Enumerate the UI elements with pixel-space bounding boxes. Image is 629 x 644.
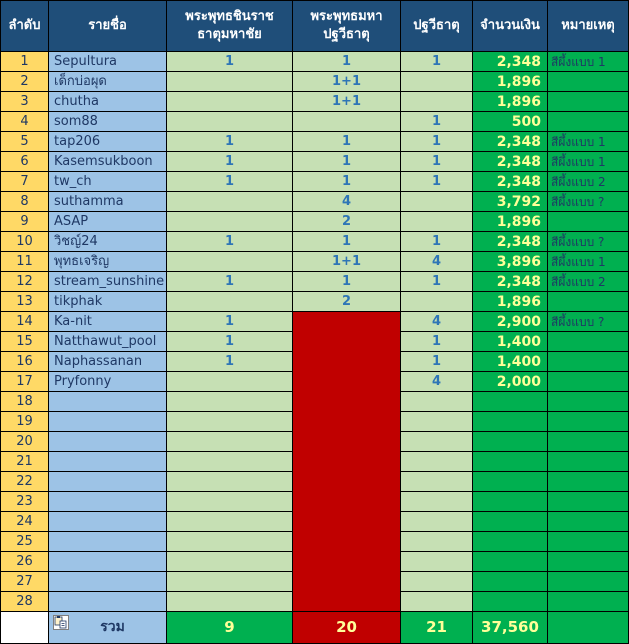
row-number[interactable]: 15 <box>0 332 49 352</box>
row-amount[interactable]: 3,792 <box>473 192 548 212</box>
row-amount[interactable]: 2,348 <box>473 272 548 292</box>
row-col1[interactable]: 1 <box>167 172 293 192</box>
row-col1[interactable] <box>167 452 293 472</box>
row-name[interactable]: เด็กบ่อผุด <box>49 72 167 92</box>
row-number[interactable]: 6 <box>0 152 49 172</box>
row-name[interactable]: Naphassanan <box>49 352 167 372</box>
row-name[interactable] <box>49 572 167 592</box>
row-col2[interactable]: 1 <box>293 172 401 192</box>
row-name[interactable] <box>49 412 167 432</box>
row-name[interactable]: tap206 <box>49 132 167 152</box>
row-number[interactable]: 21 <box>0 452 49 472</box>
row-note[interactable] <box>548 452 629 472</box>
row-amount[interactable]: 2,000 <box>473 372 548 392</box>
row-amount[interactable] <box>473 432 548 452</box>
row-number[interactable]: 28 <box>0 592 49 612</box>
row-number[interactable]: 22 <box>0 472 49 492</box>
row-col3[interactable]: 1 <box>401 152 473 172</box>
header-note[interactable]: หมายเหตุ <box>548 0 629 52</box>
row-note[interactable] <box>548 212 629 232</box>
row-col1[interactable] <box>167 192 293 212</box>
row-name[interactable]: chutha <box>49 92 167 112</box>
row-note[interactable] <box>548 332 629 352</box>
row-col3[interactable] <box>401 472 473 492</box>
row-number[interactable]: 10 <box>0 232 49 252</box>
header-col2[interactable]: พระพุทธมหา ปฐวีธาตุ <box>293 0 401 52</box>
row-number[interactable]: 18 <box>0 392 49 412</box>
row-note[interactable] <box>548 352 629 372</box>
row-amount[interactable] <box>473 452 548 472</box>
row-amount[interactable]: 1,896 <box>473 92 548 112</box>
row-col3[interactable]: 1 <box>401 52 473 72</box>
row-note[interactable]: สีผึ้งแบบ ? <box>548 232 629 252</box>
total-col2[interactable]: 20 <box>293 612 401 644</box>
row-col3[interactable] <box>401 92 473 112</box>
row-name[interactable]: Kasemsukboon <box>49 152 167 172</box>
row-note[interactable] <box>548 572 629 592</box>
row-col3[interactable] <box>401 572 473 592</box>
row-number[interactable]: 12 <box>0 272 49 292</box>
row-name[interactable]: som88 <box>49 112 167 132</box>
row-name[interactable]: Natthawut_pool <box>49 332 167 352</box>
row-amount[interactable] <box>473 392 548 412</box>
row-col3[interactable] <box>401 392 473 412</box>
row-number[interactable]: 17 <box>0 372 49 392</box>
row-note[interactable] <box>548 372 629 392</box>
row-col2[interactable]: 4 <box>293 192 401 212</box>
row-amount[interactable]: 2,348 <box>473 152 548 172</box>
row-amount[interactable]: 2,348 <box>473 52 548 72</box>
row-col3[interactable] <box>401 592 473 612</box>
row-note[interactable] <box>548 552 629 572</box>
row-amount[interactable]: 1,896 <box>473 292 548 312</box>
row-amount[interactable]: 2,348 <box>473 132 548 152</box>
row-amount[interactable] <box>473 512 548 532</box>
row-col2[interactable]: 1 <box>293 232 401 252</box>
row-number[interactable]: 19 <box>0 412 49 432</box>
row-col2[interactable]: 1 <box>293 132 401 152</box>
row-col1[interactable] <box>167 412 293 432</box>
row-note[interactable]: สีผึ้งแบบ ? <box>548 312 629 332</box>
row-note[interactable] <box>548 292 629 312</box>
row-col2[interactable]: 1+1 <box>293 72 401 92</box>
row-col3[interactable]: 4 <box>401 252 473 272</box>
row-col1[interactable] <box>167 372 293 392</box>
row-col1[interactable]: 1 <box>167 152 293 172</box>
row-name[interactable] <box>49 432 167 452</box>
row-number[interactable]: 5 <box>0 132 49 152</box>
row-number[interactable]: 16 <box>0 352 49 372</box>
row-col3[interactable] <box>401 552 473 572</box>
row-number[interactable]: 3 <box>0 92 49 112</box>
row-number[interactable]: 2 <box>0 72 49 92</box>
header-amount[interactable]: จำนวนเงิน <box>473 0 548 52</box>
row-number[interactable]: 1 <box>0 52 49 72</box>
row-number[interactable]: 11 <box>0 252 49 272</box>
row-col1[interactable] <box>167 532 293 552</box>
row-number[interactable]: 20 <box>0 432 49 452</box>
row-note[interactable] <box>548 512 629 532</box>
row-name[interactable] <box>49 592 167 612</box>
row-name[interactable]: Ka-nit <box>49 312 167 332</box>
row-col1[interactable] <box>167 292 293 312</box>
row-col1[interactable] <box>167 252 293 272</box>
row-amount[interactable]: 2,348 <box>473 172 548 192</box>
row-name[interactable]: ASAP <box>49 212 167 232</box>
row-col3[interactable]: 4 <box>401 372 473 392</box>
row-amount[interactable]: 2,348 <box>473 232 548 252</box>
row-note[interactable]: สีผึ้งแบบ 1 <box>548 52 629 72</box>
merged-red-block[interactable] <box>293 312 401 612</box>
row-name[interactable]: Sepultura <box>49 52 167 72</box>
header-no[interactable]: ลำดับ <box>0 0 49 52</box>
row-col1[interactable]: 1 <box>167 52 293 72</box>
row-col1[interactable] <box>167 592 293 612</box>
row-col1[interactable]: 1 <box>167 132 293 152</box>
row-note[interactable] <box>548 72 629 92</box>
row-note[interactable]: สีผึ้งแบบ ? <box>548 192 629 212</box>
row-col1[interactable] <box>167 432 293 452</box>
row-number[interactable]: 4 <box>0 112 49 132</box>
row-col3[interactable] <box>401 212 473 232</box>
row-amount[interactable]: 1,400 <box>473 332 548 352</box>
total-blank-cell[interactable] <box>0 612 49 644</box>
row-col3[interactable] <box>401 412 473 432</box>
row-number[interactable]: 7 <box>0 172 49 192</box>
row-note[interactable] <box>548 112 629 132</box>
row-note[interactable]: สีผึ้งแบบ 1 <box>548 152 629 172</box>
row-col1[interactable]: 1 <box>167 272 293 292</box>
row-col3[interactable]: 1 <box>401 352 473 372</box>
row-col1[interactable] <box>167 572 293 592</box>
row-col3[interactable]: 1 <box>401 112 473 132</box>
row-number[interactable]: 23 <box>0 492 49 512</box>
row-amount[interactable]: 500 <box>473 112 548 132</box>
row-amount[interactable]: 1,896 <box>473 72 548 92</box>
row-note[interactable] <box>548 432 629 452</box>
row-col2[interactable] <box>293 112 401 132</box>
row-note[interactable]: สีผึ้งแบบ 1 <box>548 252 629 272</box>
total-amount[interactable]: 37,560 <box>473 612 548 644</box>
row-note[interactable] <box>548 92 629 112</box>
row-note[interactable] <box>548 412 629 432</box>
row-note[interactable] <box>548 392 629 412</box>
row-col1[interactable] <box>167 552 293 572</box>
row-col1[interactable] <box>167 512 293 532</box>
row-col1[interactable] <box>167 472 293 492</box>
total-col1[interactable]: 9 <box>167 612 293 644</box>
row-col2[interactable]: 2 <box>293 212 401 232</box>
row-col3[interactable] <box>401 492 473 512</box>
row-number[interactable]: 13 <box>0 292 49 312</box>
row-col3[interactable] <box>401 72 473 92</box>
row-number[interactable]: 9 <box>0 212 49 232</box>
row-note[interactable] <box>548 492 629 512</box>
row-name[interactable] <box>49 392 167 412</box>
row-amount[interactable] <box>473 472 548 492</box>
row-amount[interactable] <box>473 532 548 552</box>
row-amount[interactable] <box>473 492 548 512</box>
row-col1[interactable]: 1 <box>167 232 293 252</box>
row-col3[interactable]: 1 <box>401 332 473 352</box>
row-col1[interactable] <box>167 92 293 112</box>
row-col3[interactable]: 1 <box>401 232 473 252</box>
row-number[interactable]: 24 <box>0 512 49 532</box>
total-label[interactable]: รวม <box>49 612 167 644</box>
row-col2[interactable]: 2 <box>293 292 401 312</box>
row-col3[interactable] <box>401 432 473 452</box>
row-col3[interactable] <box>401 532 473 552</box>
row-name[interactable] <box>49 472 167 492</box>
row-col3[interactable]: 1 <box>401 132 473 152</box>
row-number[interactable]: 26 <box>0 552 49 572</box>
header-name[interactable]: รายชื่อ <box>49 0 167 52</box>
row-name[interactable] <box>49 532 167 552</box>
row-col1[interactable] <box>167 392 293 412</box>
row-col1[interactable]: 1 <box>167 332 293 352</box>
row-number[interactable]: 8 <box>0 192 49 212</box>
row-number[interactable]: 14 <box>0 312 49 332</box>
header-col1[interactable]: พระพุทธชินราช ธาตุมหาชัย <box>167 0 293 52</box>
row-amount[interactable]: 1,400 <box>473 352 548 372</box>
paste-options-icon[interactable] <box>53 615 69 630</box>
row-amount[interactable]: 2,900 <box>473 312 548 332</box>
row-name[interactable] <box>49 512 167 532</box>
row-name[interactable] <box>49 452 167 472</box>
row-name[interactable]: วิชญ์24 <box>49 232 167 252</box>
row-col3[interactable] <box>401 452 473 472</box>
row-amount[interactable] <box>473 572 548 592</box>
row-col1[interactable]: 1 <box>167 312 293 332</box>
row-col1[interactable] <box>167 72 293 92</box>
row-name[interactable]: Pryfonny <box>49 372 167 392</box>
row-amount[interactable] <box>473 412 548 432</box>
row-note[interactable]: สีผึ้งแบบ 2 <box>548 272 629 292</box>
row-col3[interactable]: 1 <box>401 272 473 292</box>
row-col3[interactable]: 4 <box>401 312 473 332</box>
row-name[interactable]: tw_ch <box>49 172 167 192</box>
header-col3[interactable]: ปฐวีธาตุ <box>401 0 473 52</box>
row-col3[interactable] <box>401 192 473 212</box>
row-col2[interactable]: 1 <box>293 52 401 72</box>
row-number[interactable]: 25 <box>0 532 49 552</box>
row-number[interactable]: 27 <box>0 572 49 592</box>
row-name[interactable] <box>49 492 167 512</box>
row-amount[interactable] <box>473 552 548 572</box>
row-name[interactable]: tikphak <box>49 292 167 312</box>
row-col3[interactable] <box>401 512 473 532</box>
row-col1[interactable] <box>167 212 293 232</box>
row-name[interactable] <box>49 552 167 572</box>
row-col1[interactable] <box>167 112 293 132</box>
row-col3[interactable] <box>401 292 473 312</box>
row-note[interactable] <box>548 532 629 552</box>
row-col1[interactable] <box>167 492 293 512</box>
row-amount[interactable]: 1,896 <box>473 212 548 232</box>
row-col3[interactable]: 1 <box>401 172 473 192</box>
row-note[interactable]: สีผึ้งแบบ 2 <box>548 172 629 192</box>
row-name[interactable]: พุทธเจริญ <box>49 252 167 272</box>
row-note[interactable] <box>548 592 629 612</box>
row-col2[interactable]: 1+1 <box>293 252 401 272</box>
row-amount[interactable] <box>473 592 548 612</box>
row-col2[interactable]: 1 <box>293 272 401 292</box>
row-name[interactable]: suthamma <box>49 192 167 212</box>
row-note[interactable]: สีผึ้งแบบ 1 <box>548 132 629 152</box>
row-amount[interactable]: 3,896 <box>473 252 548 272</box>
row-col2[interactable]: 1+1 <box>293 92 401 112</box>
row-note[interactable] <box>548 472 629 492</box>
row-col2[interactable]: 1 <box>293 152 401 172</box>
total-note[interactable] <box>548 612 629 644</box>
row-name[interactable]: stream_sunshine <box>49 272 167 292</box>
total-col3[interactable]: 21 <box>401 612 473 644</box>
row-col1[interactable]: 1 <box>167 352 293 372</box>
